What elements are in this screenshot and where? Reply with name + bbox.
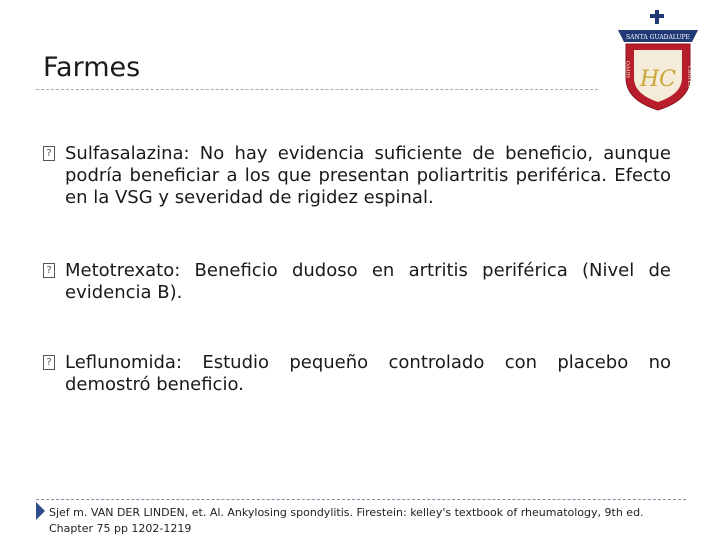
institution-logo [612,8,704,112]
bullet-item [43,143,671,209]
bullet-box-icon: ? [43,263,55,278]
footnote-line-1: Sjef m. VAN DER LINDEN, et. Al. Ankylosing spondylitis. Firestein: kelley's textbook of rheumatology, 9th ed. [49,506,644,519]
bullet-text [65,260,671,304]
bullet-body: Beneficio dudoso en artritis periférica (Nivel de evidencia B). [65,260,671,303]
logo-left-text: HIPPO [626,60,632,78]
logo-banner-text: SANTA GUADALUPE [626,34,690,41]
title-divider [36,89,598,90]
bullet-box-icon: ? [43,146,55,161]
bullet-body: Estudio pequeño controlado con placebo no demostró beneficio. [65,352,671,395]
bullet-term: Metotrexato: [65,260,181,281]
footnote [49,505,709,537]
bullet-body: No hay evidencia suficiente de beneficio, aunque podría beneficiar a los que presentan poliartritis periférica. Efecto en la VSG y severidad de rigidez espinal. [65,143,671,208]
logo-monogram: HC [639,67,677,92]
bullet-text [65,143,671,209]
bullet-term: Sulfasalazina: [65,143,190,164]
logo-right-text: CRATES [686,66,692,88]
bullet-item [43,352,671,396]
crest-icon [612,8,704,112]
bullet-term: Leflunomida: [65,352,183,373]
bullet-item [43,260,671,304]
bullet-box-icon: ? [43,355,55,370]
footer-arrow-icon [36,502,45,520]
slide-title: Farmes [43,52,141,83]
footer-divider [36,499,686,500]
footnote-line-2: Chapter 75 pp 1202-1219 [49,522,192,535]
bullet-text [65,352,671,396]
